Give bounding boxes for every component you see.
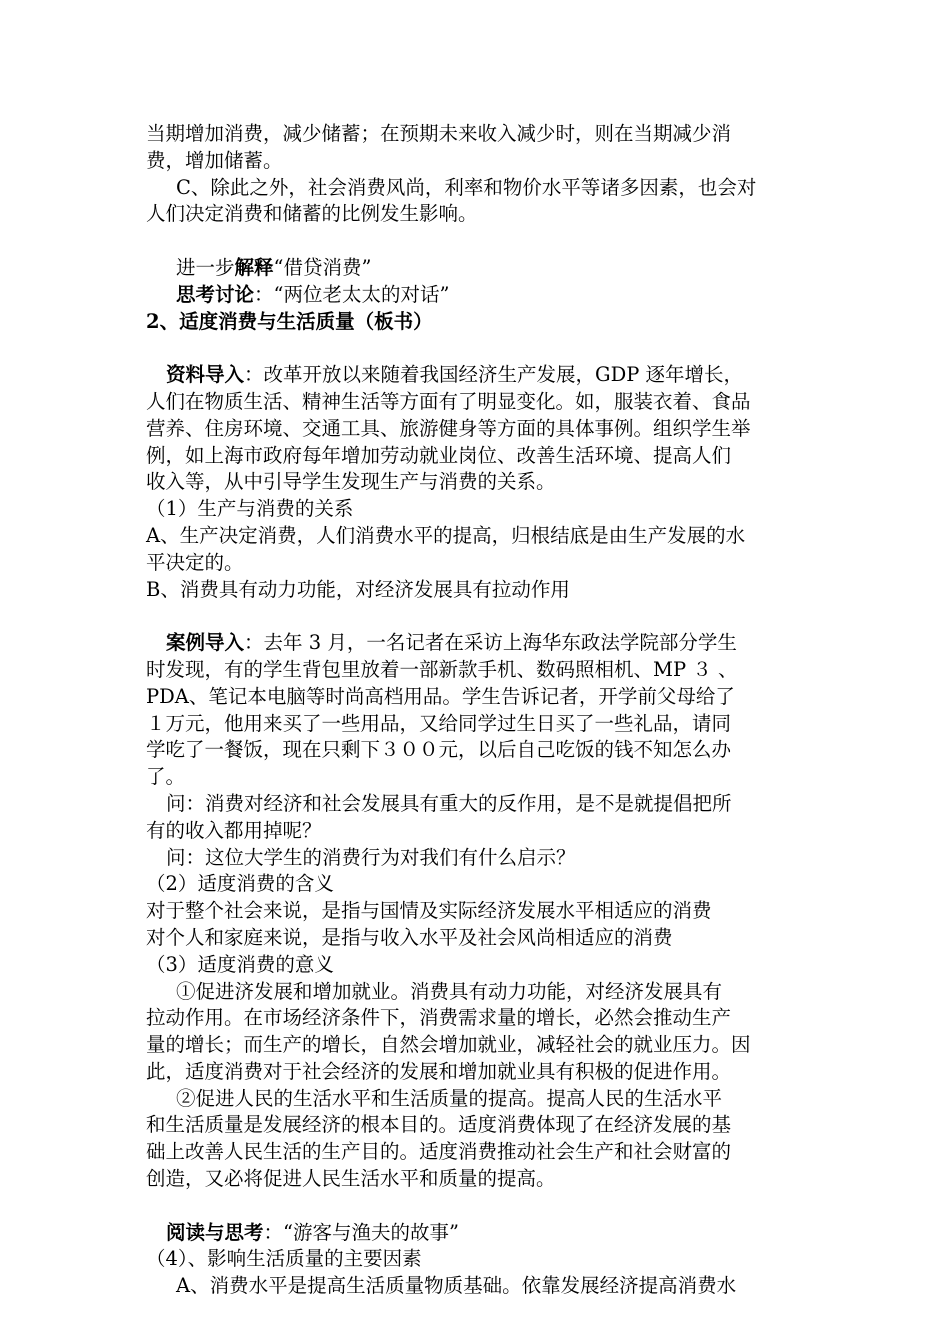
paragraph-line: 学吃了一餐饭，现在只剩下３００元，以后自己吃饭的钱不知怎么办 [146, 738, 732, 762]
reading-keyword: 阅读与思考 [166, 1220, 264, 1244]
subheading: （2）适度消费的含义 [146, 872, 334, 896]
spacer [146, 603, 818, 630]
spacer [146, 335, 818, 362]
paragraph-line: 对于整个社会来说，是指与国情及实际经济发展水平相适应的消费 [146, 899, 712, 923]
explain-suffix: “借贷消费” [273, 255, 372, 279]
paragraph-line: 此，适度消费对于社会经济的发展和增加就业具有积极的促进作用。 [146, 1059, 732, 1083]
paragraph-line: 平决定的。 [146, 550, 244, 574]
paragraph-line: A、消费水平是提高生活质量物质基础。依靠发展经济提高消费水 [176, 1274, 737, 1298]
paragraph-line: ②促进人民的生活水平和生活质量的提高。提高人民的生活水平 [176, 1086, 723, 1110]
section-heading: 2、适度消费与生活质量（板书） [146, 309, 433, 333]
think-keyword: 思考讨论 [176, 282, 255, 306]
subheading: （1）生产与消费的关系 [146, 497, 354, 521]
paragraph-line: A、生产决定消费，人们消费水平的提高，归根结底是由生产发展的水 [146, 523, 746, 547]
paragraph-line: 和生活质量是发展经济的根本目的。适度消费体现了在经济发展的基 [146, 1113, 732, 1137]
paragraph-line: B、消费具有动力功能，对经济发展具有拉动作用 [146, 577, 570, 601]
paragraph-line: 例，如上海市政府每年增加劳动就业岗位、改善生活环境、提高人们 [146, 443, 732, 467]
paragraph-line: 时发现，有的学生背包里放着一部新款手机、数码照相机、MP ３ 、 [146, 657, 738, 681]
paragraph-line: １万元，他用来买了一些用品，又给同学过生日买了一些礼品，请同 [146, 711, 732, 735]
paragraph-line: ①促进济发展和增加就业。消费具有动力功能，对经济发展具有 [176, 979, 723, 1003]
paragraph-line: 创造，又必将促进人民生活水平和质量的提高。 [146, 1167, 556, 1191]
paragraph-line: 当期增加消费，减少储蓄；在预期未来收入减少时，则在当期减少消 [146, 122, 732, 145]
material-line [146, 362, 818, 389]
paragraph-line: 营养、住房环境、交通工具、旅游健身等方面的具体事例。组织学生举 [146, 416, 751, 440]
material-text: ：改革开放以来随着我国经济生产发展，GDP 逐年增长， [244, 363, 744, 387]
paragraph-line: 人们在物质生活、精神生活等方面有了明显变化。如，服装衣着、食品 [146, 389, 751, 413]
subheading: （3）适度消费的意义 [146, 952, 334, 976]
paragraph-line: 了。 [146, 765, 186, 789]
case-line [146, 630, 818, 657]
spacer [146, 228, 818, 255]
paragraph-line: 拉动作用。在市场经济条件下，消费需求量的增长，必然会推动生产 [146, 1006, 732, 1030]
reading-suffix: ：“游客与渔夫的故事” [263, 1220, 459, 1244]
paragraph-line: 人们决定消费和储蓄的比例发生影响。 [146, 202, 478, 226]
question-line: 问：消费对经济和社会发展具有重大的反作用，是不是就提倡把所 [166, 791, 732, 815]
paragraph-line: 有的收入都用掉呢？ [146, 818, 322, 842]
paragraph-line: 收入等，从中引导学生发现生产与消费的关系。 [146, 470, 556, 494]
document-page [146, 121, 818, 1300]
subheading: （4）、影响生活质量的主要因素 [146, 1247, 422, 1271]
reading-line [146, 1220, 818, 1247]
paragraph-line: 量的增长；而生产的增长，自然会增加就业，减轻社会的就业压力。因 [146, 1033, 751, 1057]
spacer [146, 1193, 818, 1220]
question-line: 问：这位大学生的消费行为对我们有什么启示？ [166, 845, 576, 869]
paragraph-line: 对个人和家庭来说，是指与收入水平及社会风尚相适应的消费 [146, 925, 673, 949]
paragraph-line: 础上改善人民生活的生产目的。适度消费推动社会生产和社会财富的 [146, 1140, 732, 1164]
think-line [146, 282, 818, 309]
explain-prefix: 进一步 [176, 255, 235, 279]
paragraph-line: 费，增加储蓄。 [146, 148, 283, 172]
case-keyword: 案例导入 [166, 631, 245, 655]
paragraph-line: C、除此之外，社会消费风尚，利率和物价水平等诸多因素，也会对 [176, 175, 757, 199]
paragraph-line: PDA、笔记本电脑等时尚高档用品。学生告诉记者，开学前父母给了 [146, 684, 735, 708]
explain-keyword: 解释 [234, 255, 274, 279]
case-text: ：去年 3 月，一名记者在采访上海华东政法学院部分学生 [244, 631, 737, 655]
think-suffix: ：“两位老太太的对话” [254, 282, 450, 306]
material-keyword: 资料导入 [166, 363, 245, 387]
explain-line [146, 255, 818, 282]
